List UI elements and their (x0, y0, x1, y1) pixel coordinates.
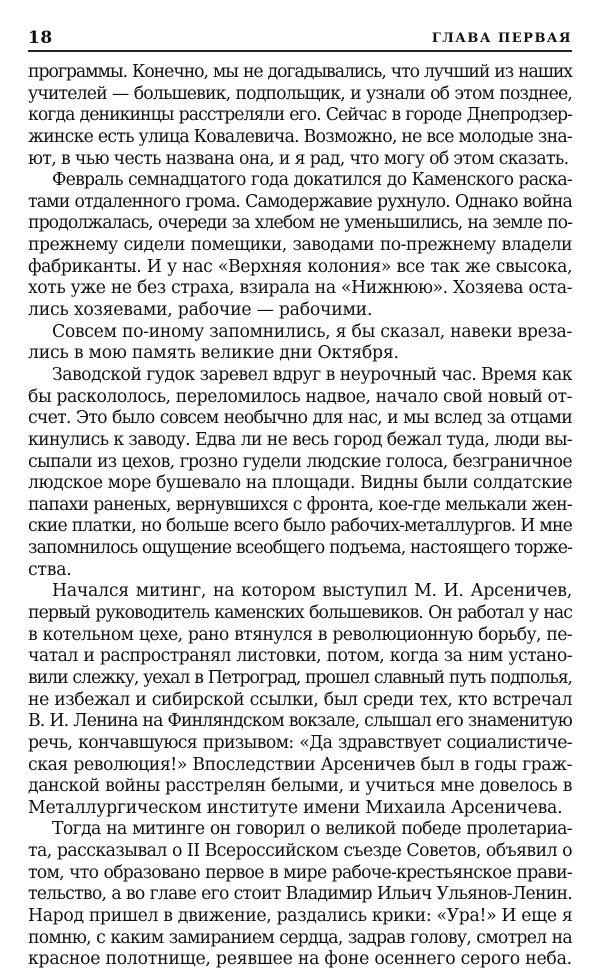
text-line: Тогда на митинге он говорил о великой победе пролетариа- (52, 819, 572, 840)
text-line: чатал и распространял листовки, потом, когда за ним устано- (28, 646, 572, 667)
text-line: лись хозяевами, рабочие — рабочими. (28, 300, 373, 321)
text-line: продолжалась, очереди за хлебом не уменьшились, на земле по- (28, 213, 572, 234)
text-line: речь, кончавшуюся призывом: «Да здравствует социалистиче- (28, 732, 572, 753)
text-line: Народ пришел в движение, раздались крики: «Ура!» И еще я (28, 905, 573, 926)
text-line: Металлургическом институте имени Михаила Арсеничева. (28, 797, 563, 818)
text-line: ства. (28, 559, 72, 580)
text-line: программы. Конечно, мы не догадывались, что лучший из наших (28, 62, 572, 82)
text-line: первый руководитель каменских большевиков. Он работал у нас (28, 603, 572, 624)
text-line: ские платки, но больше всего было рабочих-металлургов. И мне (28, 516, 572, 537)
page-number: 18 (28, 28, 53, 48)
text-line: сыпали из цехов, грозно гудели людские голоса, безграничное (28, 451, 572, 472)
text-line: помню, с каким замиранием сердца, задрав голову, смотрел на (28, 927, 572, 948)
text-line: кинулись к заводу. Едва ли не весь город бежал туда, люди вы- (28, 429, 572, 450)
text-line: прежнему сидели помещики, заводами по-прежнему владели (28, 235, 572, 256)
text-line: в котельном цехе, рано втянулся в революционную борьбу, пе- (28, 624, 572, 645)
text-line: фабриканты. И у нас «Верхняя колония» все так же свысока, (28, 256, 572, 277)
text-line: не избежал и сибирской ссылки, был среди тех, кто встречал (28, 689, 572, 710)
text-line: лись в мою память великие дни Октября. (28, 343, 399, 364)
text-line: людское море бушевало на площади. Видны были солдатские (28, 473, 573, 494)
text-line: счет. Это было совсем необычно для нас, и мы вслед за отцами (28, 408, 572, 429)
text-line: красное полотнище, реявшее на фоне осеннего серого неба. (28, 949, 572, 970)
header-rule (28, 50, 572, 52)
running-head: ГЛАВА ПЕРВАЯ (431, 31, 572, 46)
text-line: хоть уже не без страха, взирала на «Нижнюю». Хозяева оста- (28, 278, 572, 299)
text-line: ская революция!» Впоследствии Арсеничев был в годы граж- (28, 754, 572, 775)
text-line: Совсем по-иному запомнились, я бы сказал, навеки вреза- (52, 321, 572, 342)
body-text (28, 62, 572, 971)
text-line: бы раскололось, переломилось надвое, начало свой новый от- (28, 386, 572, 407)
page-header (28, 24, 572, 50)
text-line: В. И. Ленина на Финляндском вокзале, слышал его знаменитую (28, 711, 572, 732)
text-line: ют, в чью честь названа она, и я рад, что могу об этом сказать. (28, 148, 569, 169)
text-line: том, что образовано первое в мире рабоче-крестьянское прави- (28, 862, 572, 883)
text-line: когда деникинцы расстреляли его. Сейчас в городе Днепродзер- (28, 105, 572, 126)
text-line: Начался митинг, на котором выступил М. И. Арсеничев, (52, 581, 572, 602)
text-line: тельство, а во главе его стоит Владимир Ильич Ульянов-Ленин. (28, 884, 572, 905)
text-line: Февраль семнадцатого года докатился до Каменского раска- (52, 170, 572, 191)
text-line: папахи раненых, вернувшихся с фронта, кое-где мелькали жен- (28, 494, 572, 515)
text-line: данской войны расстрелян белыми, и учиться мне довелось в (28, 776, 572, 797)
text-line: жинске есть улица Ковалевича. Возможно, не все молодые зна- (28, 126, 572, 147)
text-line: запомнилось ощущение всеобщего подъема, настоящего торже- (28, 538, 573, 559)
text-line: та, рассказывал о II Всероссийском съезде Советов, объявил о (28, 841, 572, 862)
text-line: учителей — большевик, подпольщик, и узнали об этом позднее, (28, 83, 572, 104)
text-line: Заводской гудок заревел вдруг в неурочный час. Время как (52, 364, 572, 385)
text-line: тами отдаленного грома. Самодержавие рухнуло. Однако война (28, 191, 572, 212)
text-line: вили слежку, уехал в Петроград, прошел славный путь подполья, (28, 667, 572, 688)
